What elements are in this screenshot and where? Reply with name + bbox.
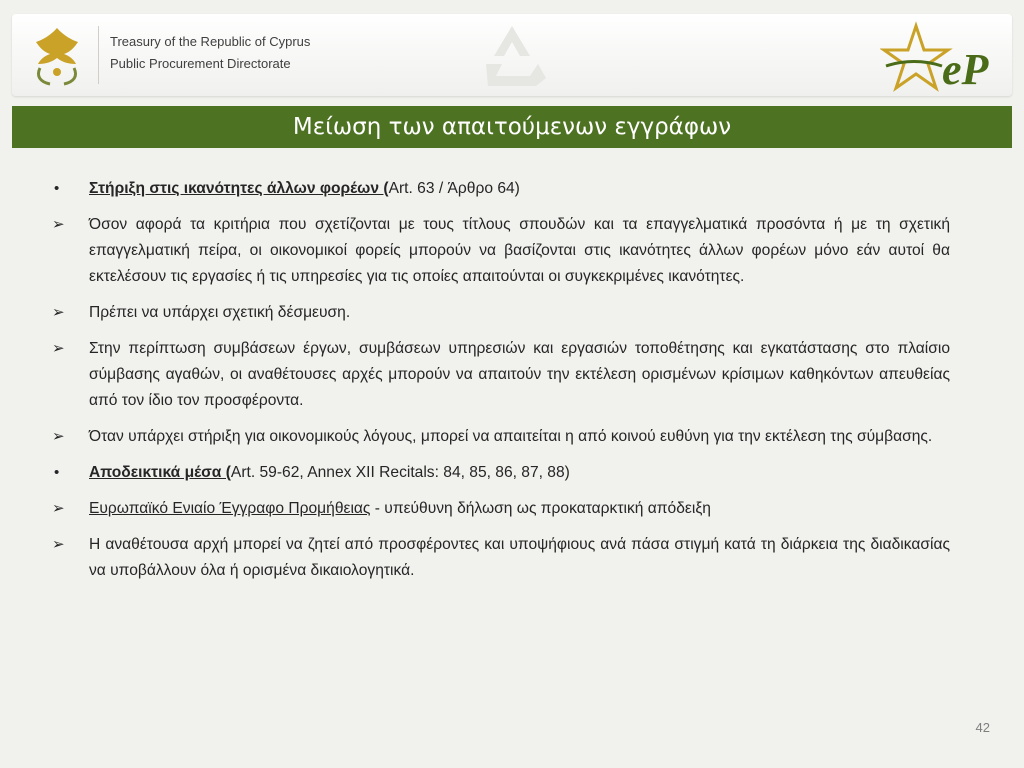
arrow-bullet-icon: ➢: [52, 340, 65, 357]
recycle-watermark-icon: [472, 20, 552, 90]
ep-logo-text: eP: [942, 45, 989, 94]
item-text: Art. 59-62, Annex XII Recitals: 84, 85, 86, 87, 88): [230, 464, 570, 481]
page-number: 42: [975, 720, 990, 735]
item-text: - υπεύθυνη δήλωση ως προκαταρκτική απόδειξη: [370, 500, 711, 517]
espd-link[interactable]: Ευρωπαϊκό Ενιαίο Έγγραφο Προμήθειας: [89, 500, 371, 517]
list-item: [52, 424, 950, 450]
list-item: [52, 460, 950, 486]
list-item: [52, 532, 950, 584]
item-text: Πρέπει να υπάρχει σχετική δέσμευση.: [89, 304, 351, 321]
org-name-line2: Public Procurement Directorate: [110, 56, 291, 71]
cyprus-emblem-icon: [30, 22, 84, 88]
arrow-bullet-icon: ➢: [52, 428, 65, 445]
item-text: Όταν υπάρχει στήριξη για οικονομικούς λόγους, μπορεί να απαιτείται η από κοινού ευθύνη για την εκτέλεση της σύμβασης.: [89, 428, 933, 445]
arrow-bullet-icon: ➢: [52, 500, 65, 517]
list-item: [52, 336, 950, 414]
list-item: [52, 300, 950, 326]
bullet-marker: •: [54, 180, 60, 197]
list-item: [52, 176, 950, 202]
slide-title: Μείωση των απαιτούμενων εγγράφων: [12, 106, 1012, 148]
list-item: [52, 496, 950, 522]
bullet-marker: •: [54, 464, 60, 481]
item-text: Στην περίπτωση συμβάσεων έργων, συμβάσεων υπηρεσιών και εργασιών τοποθέτησης και εγκατάστασης στο πλαίσιο σύμβασης αγαθών, οι αναθέτουσες αρχές μπορούν να απαιτούν την εκτέλεση ορισμένων κρίσιμων καθηκόντων απευθείας από τον ίδιο τον προσφέροντα.: [89, 340, 950, 409]
item-lead: Αποδεικτικά μέσα (: [89, 464, 231, 481]
item-text: Art. 63 / Άρθρο 64): [388, 180, 520, 197]
arrow-bullet-icon: ➢: [52, 536, 65, 553]
item-text: Όσον αφορά τα κριτήρια που σχετίζονται με τους τίτλους σπουδών και τα επαγγελματικά προσόντα ή με τη σχετική επαγγελματική πείρα, οι οικονομικοί φορείς μπορούν να βασίζονται στις ικανότητες άλλων φορέων μόνο εάν αυτοί θα εκτελέσουν τις εργασίες ή τις υπηρεσίες για τις οποίες απαιτούνται οι συγκεκριμένες ικανότητες.: [89, 216, 950, 285]
slide-header: [12, 14, 1012, 96]
org-name-line1: Treasury of the Republic of Cyprus: [110, 34, 311, 49]
arrow-bullet-icon: ➢: [52, 304, 65, 321]
item-text: Η αναθέτουσα αρχή μπορεί να ζητεί από προσφέροντες και υποψήφιους ανά πάσα στιγμή κατά τη διάρκεια της διαδικασίας να υποβάλλουν όλα ή ορισμένα δικαιολογητικά.: [89, 536, 950, 579]
header-divider: [98, 26, 99, 84]
list-item: [52, 212, 950, 290]
slide-body: [52, 176, 950, 594]
item-lead: Στήριξη στις ικανότητες άλλων φορέων (: [89, 180, 389, 197]
arrow-bullet-icon: ➢: [52, 216, 65, 233]
